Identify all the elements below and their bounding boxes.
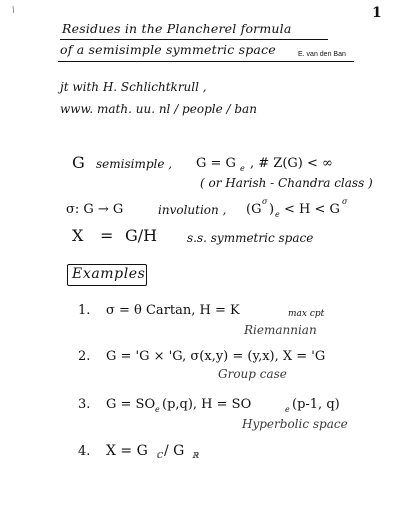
- page-number: 1: [372, 5, 382, 21]
- example-3-note: Hyperbolic space: [242, 417, 348, 431]
- example-3-formula-rest2: (p-1, q): [292, 397, 340, 412]
- example-1-suffix: max cpt: [288, 309, 325, 319]
- def-fixed-sub: e: [275, 210, 280, 219]
- def-G-sigma-sup: σ: [342, 197, 348, 206]
- def-X-symbol: X: [72, 226, 84, 245]
- title-underline-2: [58, 61, 354, 62]
- example-3-number: 3.: [78, 397, 91, 412]
- def-symmetric-space: s.s. symmetric space: [187, 231, 314, 245]
- example-2-number: 2.: [78, 349, 91, 364]
- title-line-2: of a semisimple symmetric space: [60, 42, 276, 57]
- def-sigma-map: σ: G → G: [66, 202, 124, 217]
- example-1-note: Riemannian: [244, 323, 317, 337]
- def-X-equals: =: [100, 226, 114, 245]
- example-4-formula: X = G: [106, 443, 148, 459]
- def-fixed-group: (G: [246, 202, 262, 217]
- def-semisimple: semisimple ,: [96, 157, 173, 171]
- corner-mark: \: [12, 5, 15, 14]
- def-harish-chandra: ( or Harish - Chandra class ): [200, 176, 373, 190]
- def-fixed-close: ): [269, 202, 275, 217]
- def-G-symbol: G: [72, 153, 85, 172]
- def-involution: involution ,: [158, 203, 227, 217]
- def-center-finite: , # Z(G) < ∞: [250, 156, 333, 171]
- example-2-note: Group case: [218, 367, 287, 381]
- example-4-number: 4.: [78, 444, 91, 459]
- author-name: E. van den Ban: [298, 51, 346, 58]
- def-G-over-H: G/H: [125, 226, 158, 245]
- example-1-number: 1.: [78, 303, 91, 318]
- url-line: www. math. uu. nl / people / ban: [60, 102, 257, 116]
- example-4-sub2: ℝ: [192, 451, 199, 460]
- example-3-formula: G = SO: [106, 397, 156, 412]
- example-3-sub: e: [155, 405, 160, 414]
- def-fixed-sup: σ: [262, 197, 268, 206]
- example-4-sub: ℂ: [156, 451, 163, 460]
- example-2-formula: G = 'G × 'G, σ(x,y) = (y,x), X = 'G: [106, 349, 326, 364]
- joint-with-line: jt with H. Schlichtkrull ,: [60, 80, 207, 94]
- example-4-formula-rest: / G: [164, 443, 185, 459]
- def-G-equals-Ge: G = G: [196, 156, 236, 171]
- title-underline-1: [60, 39, 328, 40]
- def-H-between: < H < G: [284, 202, 340, 217]
- examples-heading: Examples: [72, 266, 146, 282]
- title-line-1: Residues in the Plancherel formula: [62, 21, 292, 36]
- example-3-formula-rest: (p,q), H = SO: [162, 397, 252, 412]
- example-1-formula: σ = θ Cartan, H = K: [106, 303, 240, 318]
- def-Ge-subscript: e: [240, 164, 245, 173]
- example-3-sub2: e: [285, 405, 290, 414]
